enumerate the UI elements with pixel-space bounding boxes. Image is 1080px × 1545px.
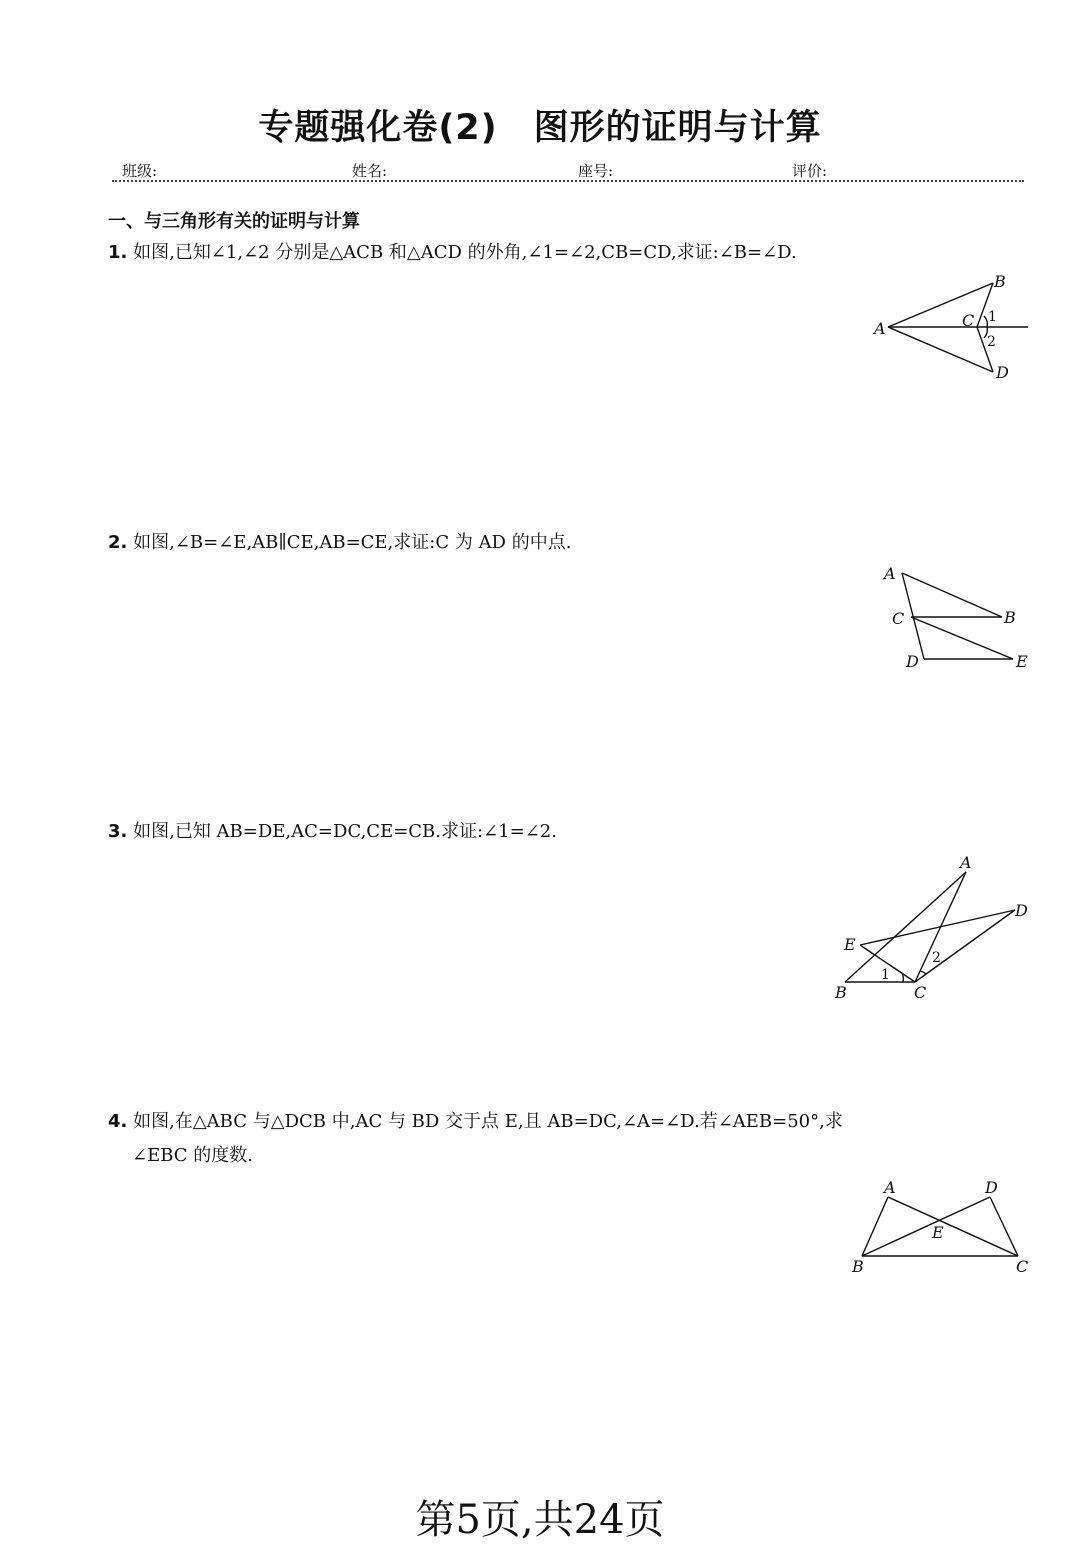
figure-4 [840,1172,1040,1282]
name-label: 姓名: [352,162,388,180]
question-1 [108,236,1038,270]
label-E: E [844,935,856,954]
label-angle-2: 2 [987,334,996,350]
question-text: 如图,已知∠1,∠2 分别是△ACB 和△ACD 的外角,∠1=∠2,CB=CD,求证:∠B=∠D. [133,242,797,263]
label-B: B [994,272,1006,291]
label-B: B [852,1257,864,1276]
question-text: 如图,已知 AB=DE,AC=DC,CE=CB.求证:∠1=∠2. [133,821,557,842]
label-C: C [892,609,905,628]
page-title [0,100,1080,150]
question-text-line2: ∠EBC 的度数. [132,1145,253,1166]
label-B: B [1004,608,1016,627]
page-number-footer: 第5页,共24页 [415,1497,665,1543]
label-C: C [914,983,927,1002]
line-AB [845,872,966,982]
line-AB [902,573,1002,617]
question-number: 2. [108,532,128,553]
question-number: 3. [108,821,128,842]
line-BA [862,1197,888,1256]
label-D: D [985,1178,998,1197]
line-CD [990,1197,1018,1256]
line-AD [888,327,993,372]
title-part1: 专题强化卷(2) [258,108,498,148]
line-BD [862,1197,990,1256]
label-angle-1: 1 [988,309,997,325]
label-A: A [884,1178,896,1197]
label-D: D [1015,901,1028,920]
figure-3 [830,850,1040,1010]
header-divider [112,180,1024,182]
label-A: A [960,853,972,872]
question-text: 如图,∠B=∠E,AB∥CE,AB=CE,求证:C 为 AD 的中点. [133,532,572,553]
label-C: C [1016,1257,1029,1276]
question-text-line1: 如图,在△ABC 与△DCB 中,AC 与 BD 交于点 E,且 AB=DC,∠A=∠D.若∠AEB=50°,求 [133,1111,843,1132]
label-A: A [874,319,886,338]
angle-2-arc [920,971,926,974]
label-A: A [884,564,896,583]
figure-1 [868,270,1038,390]
question-4 [108,1105,1038,1173]
evaluation-label: 评价: [792,162,828,180]
label-B: B [835,983,847,1002]
label-angle-1: 1 [881,967,890,983]
label-angle-2: 2 [932,950,941,966]
student-info-row [108,160,1024,180]
question-number: 4. [108,1111,128,1132]
label-E: E [932,1223,944,1242]
angle-1-arc [984,316,987,327]
question-2 [108,526,1038,560]
question-number: 1. [108,242,128,263]
line-AC [888,1197,1018,1256]
figure-2 [870,558,1040,678]
question-3 [108,815,1038,849]
line-AB [888,283,993,327]
line-CE [911,617,1013,659]
class-label: 班级: [122,162,158,180]
title-part2: 图形的证明与计算 [533,108,822,148]
line-AD [902,573,924,659]
section-heading: 一、与三角形有关的证明与计算 [108,211,360,232]
label-D: D [996,363,1009,382]
label-D: D [906,652,919,671]
label-C: C [962,311,975,330]
seat-label: 座号: [578,162,614,180]
label-E: E [1016,652,1028,671]
angle-1-arc [902,973,903,982]
